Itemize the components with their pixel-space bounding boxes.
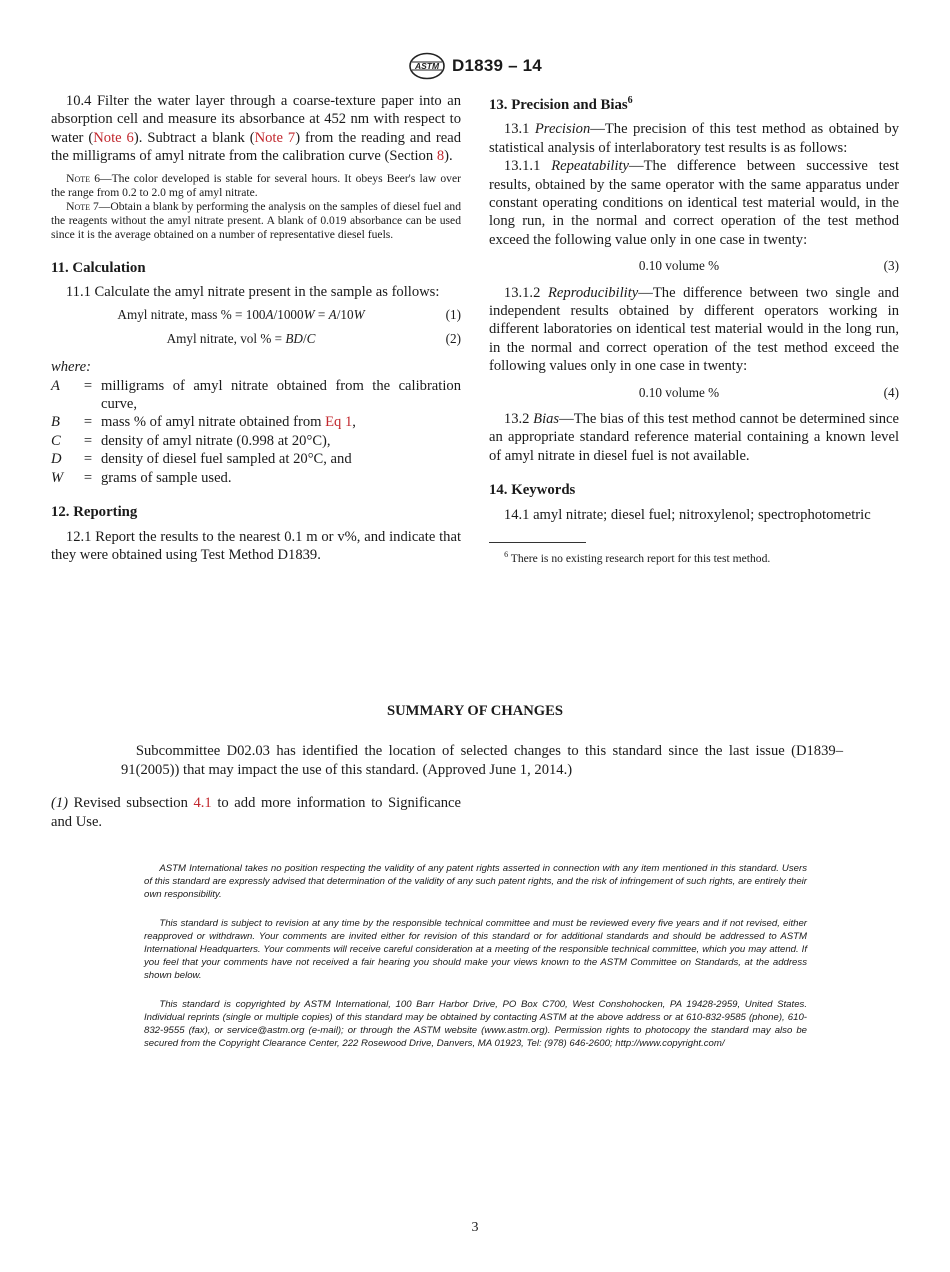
astm-logo (408, 52, 446, 80)
paragraph-11-1: 11.1 Calculate the amyl nitrate present in the sample as follows: (65, 284, 440, 301)
legal-notices (144, 862, 807, 1065)
revision-notice: This standard is subject to revision at any time by the responsible technical committee and must be reviewed every five years and if not revised, either reapproved or withdrawn. Your comments are invited either for revision of this standard or for additional standards and should be addressed to ASTM International Headquarters. Your comments will receive careful consideration at a meeting of the responsible technical committee, which you may attend. If you feel that your comments have not received a fair hearing you should make your views known to the ASTM Committee on Standards, at the address shown below. (144, 917, 807, 982)
equation-3: 0.10 volume % (3) (638, 258, 899, 274)
summary-item-1: (1) Revised subsection 4.1 to add more information to Significance and Use. (51, 795, 461, 830)
definition-row: B = mass % of amyl nitrate obtained from Eq 1, (51, 414, 356, 431)
left-column (51, 92, 461, 564)
equation-2: Amyl nitrate, vol % = BD/C (2) (51, 330, 461, 348)
section-14-heading: 14. Keywords (489, 482, 576, 499)
summary-title: SUMMARY OF CHANGES (387, 703, 563, 719)
equation-1: Amyl nitrate, mass % = 100A/1000W = A/10W (1) (51, 306, 461, 324)
note-6: Note 6—The color developed is stable for several hours. It obeys Beer's law over the range from 0.2 to 2.0 mg of amyl nitrate. (51, 171, 461, 199)
definition-row: D = density of diesel fuel sampled at 20°C, and (51, 451, 352, 468)
summary-of-changes (51, 703, 899, 832)
patent-notice: ASTM International takes no position respecting the validity of any patent rights asserted in connection with any item mentioned in this standard. Users of this standard are expressly advised that determination of the validity of any such patent rights, and the risk of infringement of such rights, are entirely their own responsibility. (144, 863, 807, 901)
paragraph-13-2: 13.2 Bias—The bias of this test method cannot be determined since an appropriate standard reference material containing a known level of amyl nitrate in diesel fuel is not available. (489, 411, 899, 464)
paragraph-10-4: 10.4 Filter the water layer through a coarse-texture paper into an absorption cell and measure its absorbance at 452 nm with respect to water (Note 6). Subtract a blank (Note 7) from the reading and read the milligrams of amyl nitrate from the calibration curve (Section 8). (51, 93, 461, 165)
definition-row: C = density of amyl nitrate (0.998 at 20°C), (51, 432, 331, 449)
paragraph-13-1: 13.1 Precision—The precision of this test method as obtained by statistical analysis of interlaboratory test results is as follows: (489, 121, 900, 156)
paragraph-13-1-1: 13.1.1 Repeatability—The difference between successive test results, obtained by the same operator with the same apparatus under constant operating conditions on identical test material would, in the long run, in the normal and correct operation of the test method exceed the following value only in one case in twenty: (489, 158, 900, 248)
page-header (0, 52, 950, 80)
right-column (489, 92, 899, 566)
note-6-link[interactable]: Note 6 (93, 129, 134, 146)
where-label: where: (51, 359, 91, 376)
equation-4: 0.10 volume % (4) (638, 384, 899, 400)
note-7-link[interactable]: Note 7 (254, 129, 296, 146)
definition-row: W = grams of sample used. (51, 469, 232, 486)
section-8-link[interactable]: 8 (436, 148, 445, 165)
section-12-heading: 12. Reporting (51, 504, 138, 521)
footnote-rule (489, 542, 586, 543)
note-7: Note 7—Obtain a blank by performing the analysis on the samples of diesel fuel and the reagents without the amyl nitrate present. A blank of 0.019 absorbance can be used since it is the average obtained on a number of representative diesel fuels. (51, 200, 461, 242)
summary-intro: Subcommittee D02.03 has identified the location of selected changes to this standard since the last issue (D1839–91(2005)) that may impact the use of this standard. (Approved June 1, 2014.) (121, 743, 843, 778)
paragraph-14-1: 14.1 amyl nitrate; diesel fuel; nitroxylenol; spectrophotometric (503, 506, 871, 523)
section-13-heading: 13. Precision and Bias$^6$ (489, 95, 633, 113)
page-number: 3 (471, 1220, 479, 1235)
footnote-6: $^6$ There is no existing research report for this test method. (504, 550, 771, 565)
copyright-notice: This standard is copyrighted by ASTM International, 100 Barr Harbor Drive, PO Box C700, West Conshohocken, PA 19428-2959, United States. Individual reprints (single or multiple copies) of this standard may be obtained by contacting ASTM at the above address or at 610-832-9585 (phone), 610-832-9555 (fax), or service@astm.org (e-mail); or through the ASTM website (www.astm.org). Permission rights to photocopy the standard may also be secured from the Copyright Clearance Center, 222 Rosewood Drive, Danvers, MA 01923, Tel: (978) 646-2600; http://www.copyright.com/ (144, 998, 807, 1050)
svg-text:ASTM: ASTM (415, 61, 440, 72)
equation-number: (2) (445, 330, 461, 346)
variable-definitions (51, 377, 461, 487)
subsection-4-1-link[interactable]: 4.1 (193, 795, 212, 811)
eq-1-link[interactable]: Eq 1 (325, 414, 353, 431)
paragraph-13-1-2: 13.1.2 Reproducibility—The difference between two single and independent results obtained by different operators working in different laboratories on identical test material would in the long run, in the normal and correct operation of the test method exceed the following values only in one case in twenty: (489, 284, 900, 375)
document-designation: D1839 – 14 (452, 56, 542, 75)
paragraph-12-1: 12.1 Report the results to the nearest 0.1 m or v%, and indicate that they were obtained using Test Method D1839. (51, 528, 461, 563)
definition-row: A = milligrams of amyl nitrate obtained from the calibration curve, (51, 377, 461, 413)
equation-number: (1) (445, 307, 461, 323)
section-11-heading: 11. Calculation (51, 259, 146, 276)
